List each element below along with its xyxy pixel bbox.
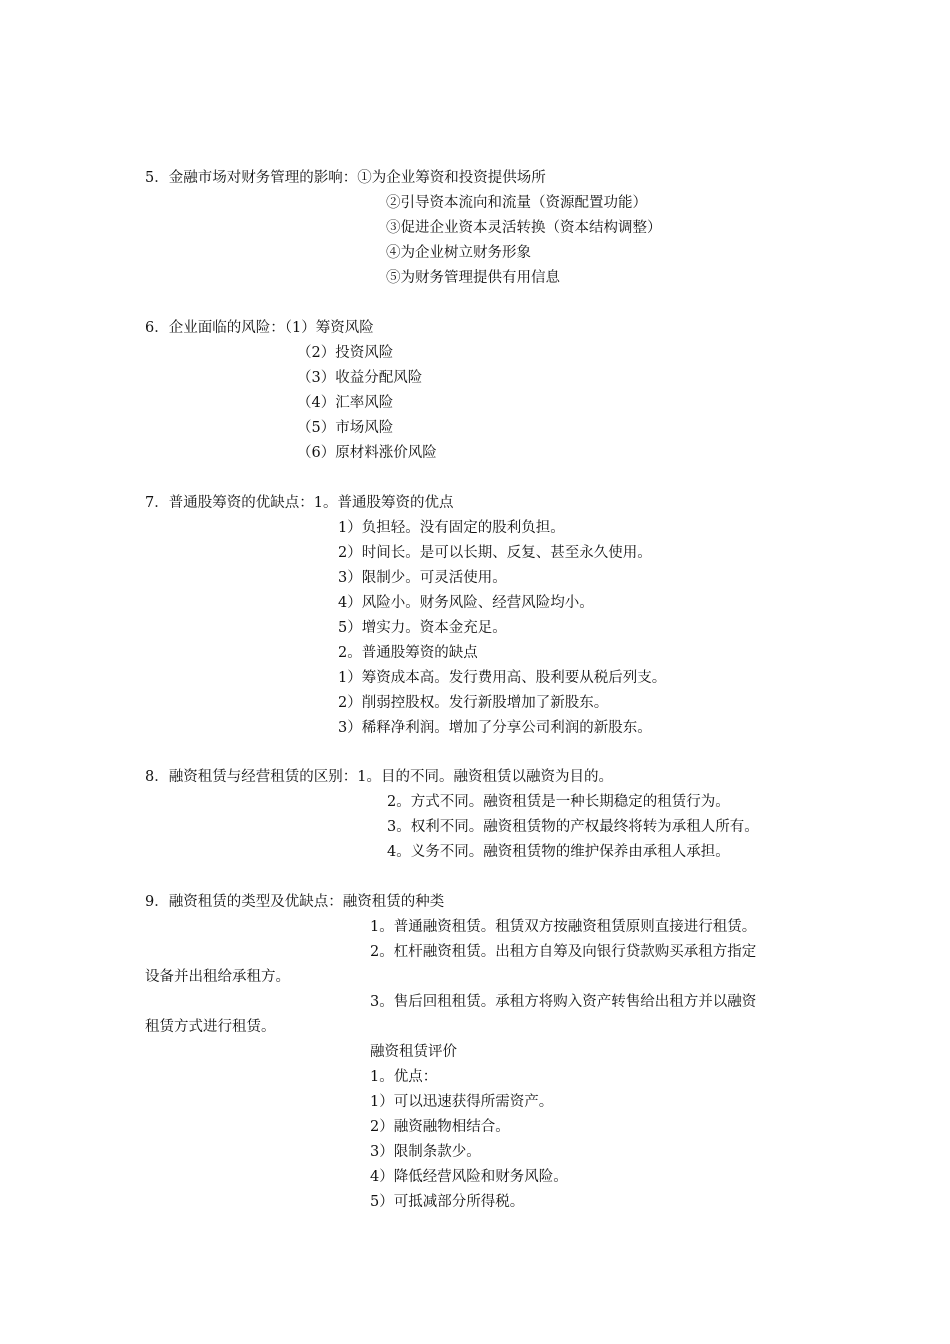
section-5-item: ⑤为财务管理提供有用信息 [386,270,560,286]
section-9-item: 1。普通融资租赁。租赁双方按融资租赁原则直接进行租赁。 [370,919,757,935]
section-9-item: 3。售后回租租赁。承租方将购入资产转售给出租方并以融资 [370,994,757,1010]
section-8-heading: 8．融资租赁与经营租赁的区别：1。目的不同。融资租赁以融资为目的。 [145,769,613,785]
section-6-item: （3）收益分配风险 [297,370,423,386]
section-8-item: 4。义务不同。融资租赁物的维护保养由承租人承担。 [387,844,730,860]
section-9-subheading: 1。优点： [370,1069,438,1085]
section-7-heading: 7．普通股筹资的优缺点：1。普通股筹资的优点 [145,495,454,511]
section-6-item: （5）市场风险 [297,420,394,436]
section-5-item: ②引导资本流向和流量（资源配置功能） [386,195,647,211]
section-9-item-continuation: 设备并出租给承租方。 [145,969,290,985]
section-7-item: 1）筹资成本高。发行费用高、股利要从税后列支。 [338,670,667,686]
section-9-item: 2。杠杆融资租赁。出租方自筹及向银行贷款购买承租方指定 [370,944,757,960]
section-9-item: 1）可以迅速获得所需资产。 [370,1094,554,1110]
section-8-item: 2。方式不同。融资租赁是一种长期稳定的租赁行为。 [387,794,730,810]
section-9-item: 5）可抵减部分所得税。 [370,1194,525,1210]
section-9-item-continuation: 租赁方式进行租赁。 [145,1019,276,1035]
section-9-item: 4）降低经营风险和财务风险。 [370,1169,568,1185]
section-5-item: ③促进企业资本灵活转换（资本结构调整） [386,220,662,236]
section-7-item: 1）负担轻。没有固定的股利负担。 [338,520,565,536]
section-7-item: 2）时间长。是可以长期、反复、甚至永久使用。 [338,545,652,561]
section-6-heading: 6．企业面临的风险：（1）筹资风险 [145,320,374,336]
section-5-item: ④为企业树立财务形象 [386,245,531,261]
section-5-heading: 5．金融市场对财务管理的影响：①为企业筹资和投资提供场所 [145,170,546,186]
section-9-item: 2）融资融物相结合。 [370,1119,510,1135]
section-9-item: 3）限制条款少。 [370,1144,481,1160]
section-6-item: （2）投资风险 [297,345,394,361]
section-7-item: 3）稀释净利润。增加了分享公司利润的新股东。 [338,720,652,736]
section-7-item: 2）削弱控股权。发行新股增加了新股东。 [338,695,609,711]
section-9-subheading: 融资租赁评价 [370,1044,457,1060]
section-7-item: 3）限制少。可灵活使用。 [338,570,507,586]
section-7-item: 5）增实力。资本金充足。 [338,620,507,636]
section-7-item: 4）风险小。财务风险、经营风险均小。 [338,595,594,611]
section-7-subheading: 2。普通股筹资的缺点 [338,645,478,661]
section-6-item: （6）原材料涨价风险 [297,445,437,461]
section-6-item: （4）汇率风险 [297,395,394,411]
section-8-item: 3。权利不同。融资租赁物的产权最终将转为承租人所有。 [387,819,759,835]
section-9-heading: 9．融资租赁的类型及优缺点：融资租赁的种类 [145,894,445,910]
